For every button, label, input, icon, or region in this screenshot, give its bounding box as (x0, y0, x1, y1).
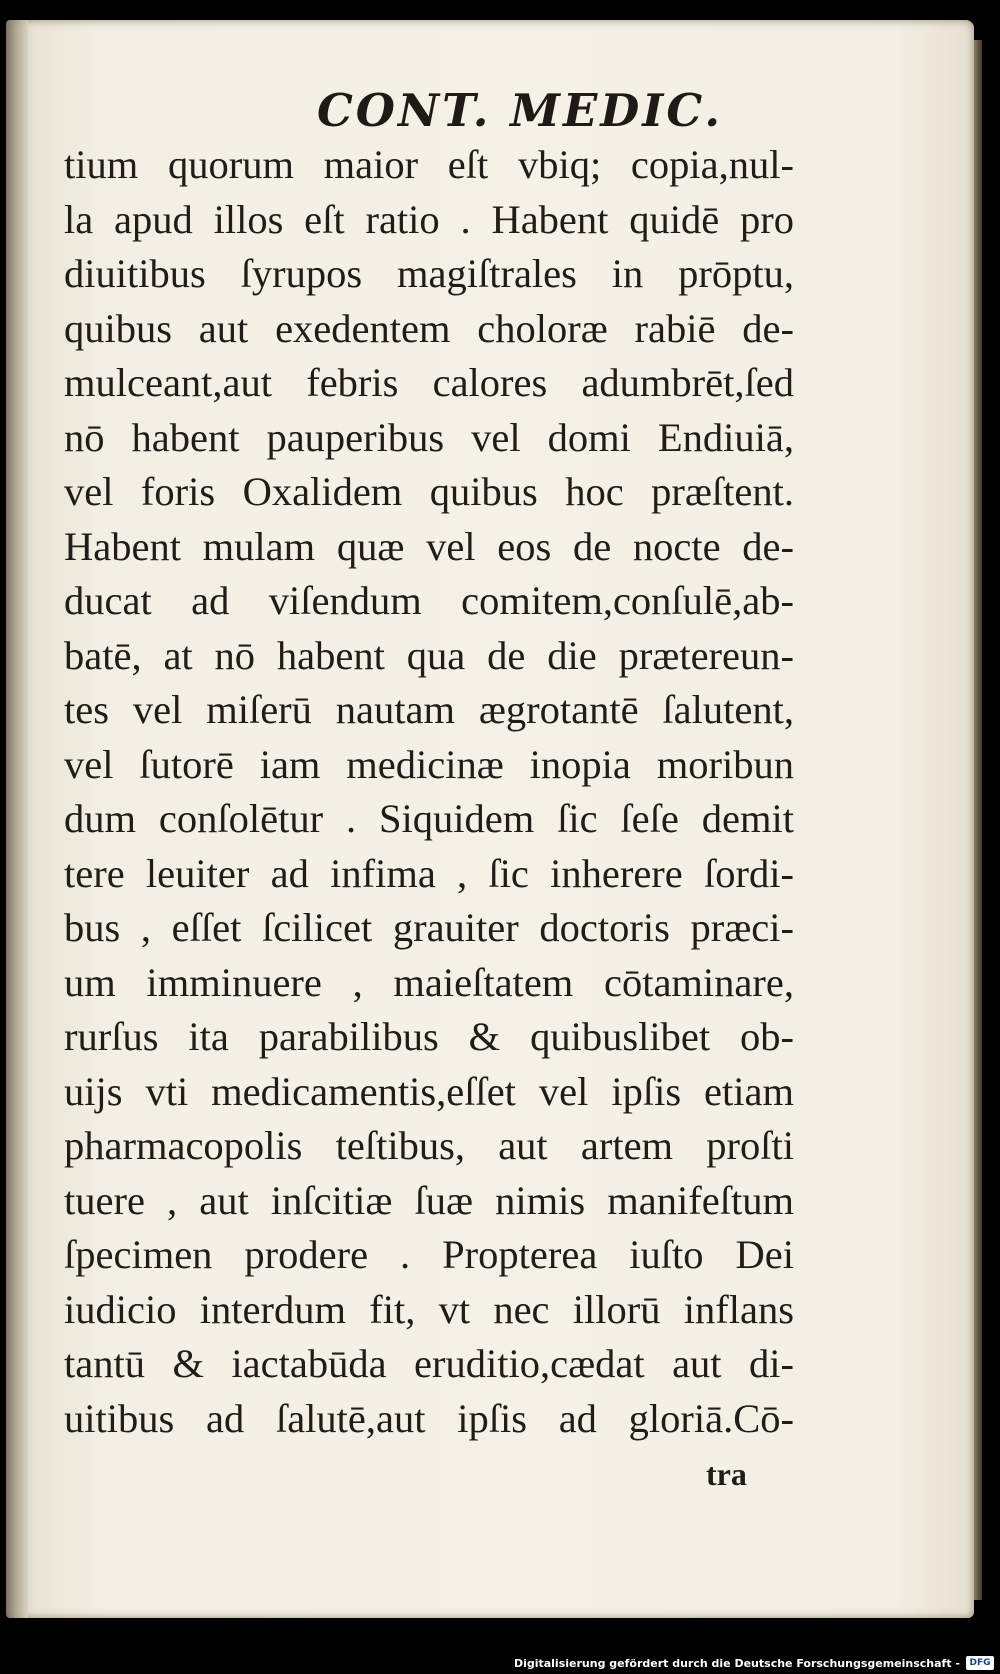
text-line: la apud illos eſt ratio . Habent quidē pro (64, 196, 794, 242)
text-line: vel ſutorē iam medicinӕ inopia moribun (64, 741, 794, 787)
text-line: ſpecimen prodere . Propterea iuſto Dei (64, 1232, 794, 1277)
text-line: uitibus ad ſalutē,aut ipſis ad gloriā.Cō- (64, 1395, 794, 1441)
text-line: tantū & iactabūda eruditio,cӕdat aut di- (64, 1341, 794, 1386)
text-line: rurſus ita parabilibus & quibuslibet ob- (64, 1014, 794, 1059)
digitization-credit: Digitalisierung gefördert durch die Deutsche Forschungsgemeinschaft - (513, 1657, 960, 1670)
running-head: CONT. MEDIC. (316, 84, 724, 137)
text-line: batē, at nō habent qua de die prӕtereun- (64, 632, 794, 678)
dfg-logo-icon: DFG (966, 1656, 994, 1670)
text-block (64, 138, 794, 1446)
text-line: diuitibus ſyrupos magiſtrales in prōptu, (64, 251, 794, 296)
text-line: uijs vti medicamentis,eſſet vel ipſis etiam (64, 1068, 794, 1114)
text-line: quibus aut exedentem cholorӕ rabiē de- (64, 305, 794, 351)
text-line: tium quorum maior eſt vbiq; copia,nul- (64, 142, 794, 187)
text-line: um imminuere , maieſtatem cōtaminare, (64, 959, 794, 1005)
text-line: mulceant,aut febris calores adumbrēt,ſed (64, 360, 794, 405)
text-line: tere leuiter ad infima , ſic inherere ſordi- (64, 850, 794, 896)
text-line: bus , eſſet ſcilicet grauiter doctoris prӕci- (64, 905, 794, 950)
text-line: nō habent pauperibus vel domi Endiuiā, (64, 414, 794, 460)
text-line: Habent mulam quӕ vel eos de nocte de- (64, 523, 794, 569)
text-line: ducat ad viſendum comitem,conſulē,ab- (64, 578, 794, 623)
text-line: tes vel miſerū nautam ӕgrotantē ſalutent, (64, 687, 794, 732)
text-line: pharmacopolis teſtibus, aut artem proſti (64, 1123, 794, 1168)
text-line: tuere , aut inſcitiӕ ſuӕ nimis manifeſtum (64, 1177, 794, 1223)
text-line: iudicio interdum fit, vt nec illorū inflans (64, 1286, 794, 1332)
page-fore-edge (974, 40, 982, 1600)
page-gutter-shadow (6, 20, 28, 1618)
text-line: vel foris Oxalidem quibus hoc prӕſtent. (64, 469, 794, 514)
catchword: tra (706, 1456, 747, 1492)
text-line: dum conſolētur . Siquidem ſic ſeſe demit (64, 796, 794, 841)
